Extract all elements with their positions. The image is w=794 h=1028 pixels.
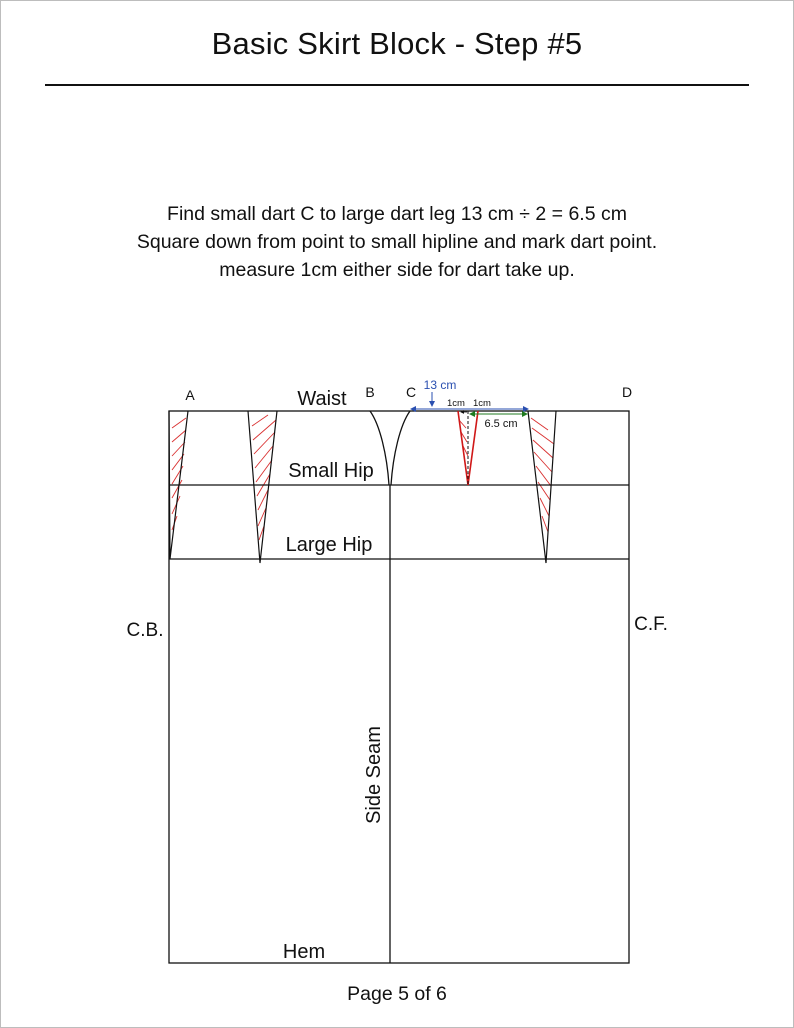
instruction-line-1: Find small dart C to large dart leg 13 cm ÷ 2 = 6.5 cm xyxy=(167,203,627,225)
full-measure-label: 13 cm xyxy=(423,378,457,392)
center-back-label: C.B. xyxy=(126,620,164,641)
take-up-left-label: 1cm xyxy=(447,398,465,409)
block-outline xyxy=(169,411,629,963)
title-divider xyxy=(45,84,749,86)
front-dart-large xyxy=(528,411,556,563)
hem-label: Hem xyxy=(282,941,326,963)
center-front-label: C.F. xyxy=(634,614,668,635)
page-number: Page 5 of 6 xyxy=(347,983,447,1005)
front-hip-curve xyxy=(391,411,410,485)
side-seam-label: Side Seam xyxy=(363,726,385,824)
point-label-d: D xyxy=(621,384,633,400)
point-label-a: A xyxy=(185,387,195,403)
point-label-b: B xyxy=(365,384,375,400)
skirt-block-rectangle xyxy=(169,411,629,963)
small-hip-label: Small Hip xyxy=(288,460,374,482)
skirt-block-diagram xyxy=(0,370,794,975)
point-label-c: C xyxy=(405,384,417,400)
take-up-right-label: 1cm xyxy=(473,398,491,409)
instruction-line-3: measure 1cm either side for dart take up. xyxy=(219,259,575,281)
instruction-line-2: Square down from point to small hipline and mark dart point. xyxy=(136,231,658,253)
page-title: Basic Skirt Block - Step #5 xyxy=(211,26,583,61)
large-hip-label: Large Hip xyxy=(285,534,373,556)
instructions-block xyxy=(0,200,794,284)
half-measure-label: 6.5 cm xyxy=(484,418,518,430)
waist-label: Waist xyxy=(297,388,347,410)
